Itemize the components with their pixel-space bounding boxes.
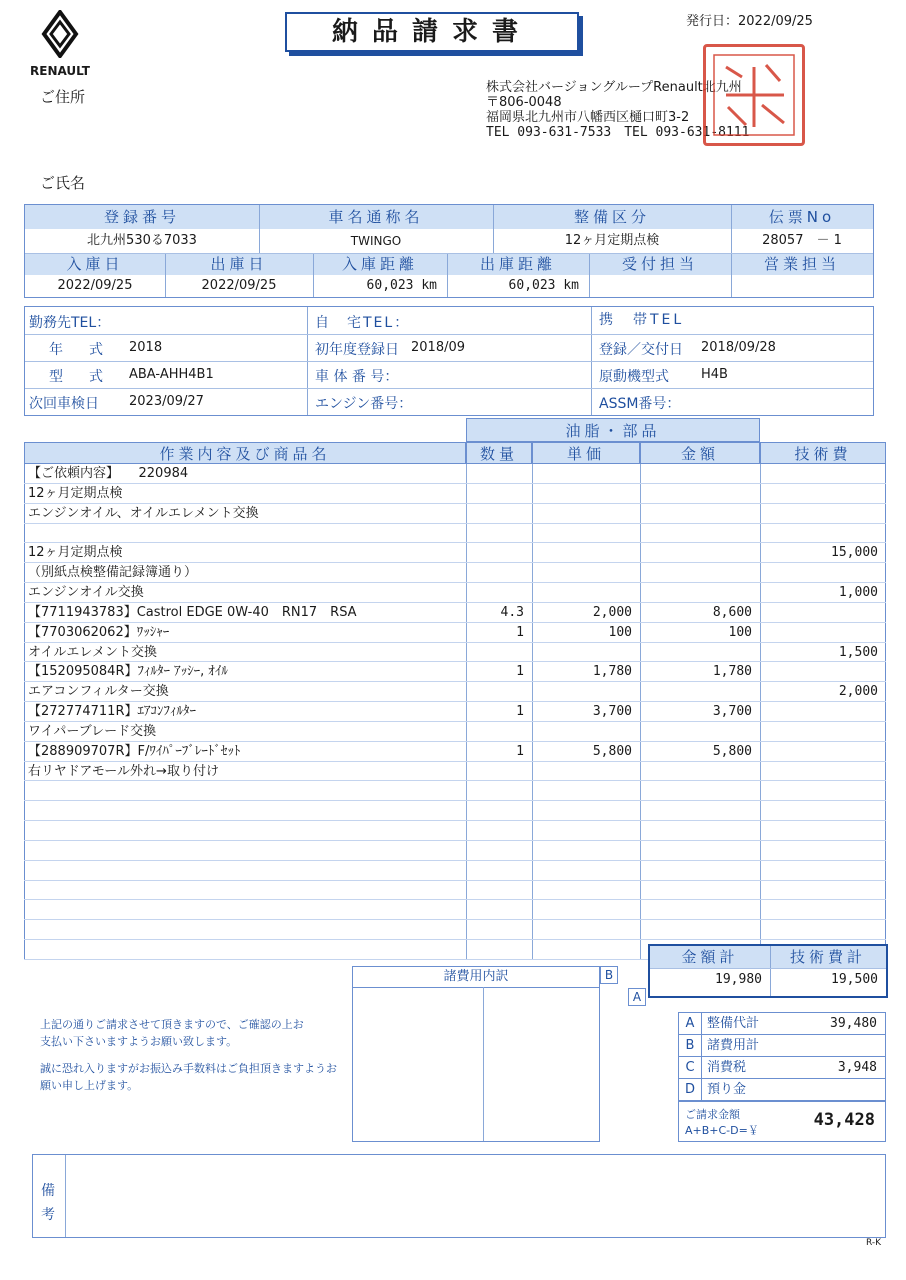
table-row <box>24 821 886 841</box>
company-seal <box>703 44 805 146</box>
in-date-label: 入庫日 <box>25 253 165 275</box>
grand-total-row <box>679 1101 885 1141</box>
table-row <box>24 900 886 920</box>
assm-label: ASSM番号： <box>599 396 681 412</box>
table-row <box>24 484 886 504</box>
seal-stamp-icon <box>706 47 802 143</box>
summary-label: 預り金 <box>707 1082 747 1097</box>
engine-no-label: エンジン番号： <box>315 396 413 412</box>
next-inspection-value: 2023/09/27 <box>129 394 204 409</box>
address-label: ご住所 <box>40 88 86 106</box>
row-unit-price: 3,700 <box>592 704 632 720</box>
fee-note: 誠に恐れ入りますがお振込み手数料はご負担頂きますようお願い申し上げます。 <box>40 1062 337 1092</box>
service-type-value: 12ヶ月定期点検 <box>564 233 660 248</box>
summary-label: 消費税 <box>707 1060 747 1075</box>
in-mileage-label: 入庫距離 <box>313 253 447 275</box>
table-row <box>24 702 886 722</box>
table-row <box>24 543 886 563</box>
row-amount: 8,600 <box>712 604 752 620</box>
summary-tag: A <box>679 1013 702 1034</box>
vehicle-header-grid <box>24 204 874 298</box>
summary-row <box>679 1079 885 1101</box>
tech-total-value: 19,500 <box>831 972 878 987</box>
row-description: エンジンオイル、オイルエレメント交換 <box>28 505 259 521</box>
next-inspection-label: 次回車検日 <box>29 396 99 412</box>
reg-no-value: 北九州530る7033 <box>87 233 197 248</box>
row-description: エンジンオイル交換 <box>28 585 144 601</box>
company-tel: TEL 093-631-7533 TEL 093-631-8111 <box>486 125 750 140</box>
car-name-label: 車名通称名 <box>259 205 493 229</box>
row-description: 12ヶ月定期点検 <box>28 485 123 501</box>
table-rows <box>24 464 886 960</box>
row-tech-fee: 1,500 <box>838 644 878 660</box>
table-row <box>24 801 886 821</box>
work-items-table <box>24 418 886 960</box>
expenses-title: 諸費用内訳 <box>353 967 599 988</box>
summary-tag: C <box>679 1057 702 1078</box>
summary-tag: D <box>679 1079 702 1100</box>
row-amount: 1,780 <box>712 664 752 680</box>
first-reg-label: 初年度登録日 <box>315 342 399 358</box>
payment-note: 上記の通りご請求させて頂きますので、ご確認の上お支払い下さいますようお願い致します。 <box>40 1018 304 1048</box>
slip-no-value: 28057 － 1 <box>762 233 842 248</box>
car-name-value: TWINGO <box>350 234 402 248</box>
row-unit-price: 2,000 <box>592 604 632 620</box>
b-tag: B <box>600 966 618 984</box>
reg-deliv-value: 2018/09/28 <box>701 340 776 355</box>
sales-staff-value <box>731 275 873 297</box>
table-row <box>24 742 886 762</box>
sales-staff-label: 営業担当 <box>731 253 873 275</box>
summary-box <box>678 1012 886 1142</box>
expenses-box <box>352 966 600 1142</box>
vehicle-info-grid <box>24 306 874 416</box>
row-qty: 1 <box>516 624 524 640</box>
tech-total-label: 技術費計 <box>770 946 886 968</box>
brand-name: RENAULT <box>30 64 90 78</box>
col-description: 作業内容及び商品名 <box>24 442 466 464</box>
summary-label: 諸費用計 <box>707 1038 760 1053</box>
table-row <box>24 682 886 702</box>
company-address: 福岡県北九州市八幡西区樋口町3-2 <box>486 110 690 125</box>
table-row <box>24 861 886 881</box>
table-row <box>24 881 886 901</box>
out-date-value: 2022/09/25 <box>201 278 277 293</box>
model-label: 型 式 <box>49 369 109 385</box>
amount-total-value: 19,980 <box>715 972 762 987</box>
address-redaction <box>92 80 352 180</box>
row-unit-price: 5,800 <box>592 743 632 759</box>
in-date-value: 2022/09/25 <box>57 278 133 293</box>
table-row <box>24 603 886 623</box>
table-row <box>24 762 886 782</box>
table-row <box>24 722 886 742</box>
row-description: ワイパーブレード交換 <box>28 723 157 739</box>
first-reg-value: 2018/09 <box>411 340 466 355</box>
summary-value: 3,948 <box>837 1060 877 1075</box>
engine-model-value: H4B <box>701 367 728 382</box>
page-title: 納品請求書 <box>331 17 532 47</box>
table-row <box>24 841 886 861</box>
row-unit-price: 100 <box>608 624 632 640</box>
amount-total-label: 金額計 <box>650 946 770 968</box>
table-row <box>24 781 886 801</box>
row-description: 右リヤドアモール外れ→取り付け <box>28 763 219 779</box>
reg-no-label: 登録番号 <box>25 205 259 229</box>
summary-label: 整備代計 <box>707 1016 760 1031</box>
year-value: 2018 <box>129 340 163 355</box>
table-row <box>24 643 886 663</box>
col-tech-fee: 技術費 <box>760 442 886 464</box>
footer-code: R-K <box>866 1238 882 1248</box>
page-title-box <box>285 12 579 52</box>
row-description: （別紙点検整備記録簿通り） <box>28 565 198 581</box>
table-row <box>24 662 886 682</box>
company-name: 株式会社バージョングループRenault北九州 <box>486 80 742 95</box>
reception-staff-label: 受付担当 <box>589 253 731 275</box>
row-amount: 3,700 <box>712 704 752 720</box>
row-amount: 100 <box>728 624 752 640</box>
row-description: 12ヶ月定期点検 <box>28 545 123 561</box>
row-amount: 5,800 <box>712 743 752 759</box>
grand-total-value: 43,428 <box>813 1110 875 1130</box>
renault-logo <box>20 10 100 80</box>
grand-total-formula: A+B+C-D=￥ <box>685 1124 759 1137</box>
summary-row <box>679 1035 885 1057</box>
out-mileage-value: 60,023 km <box>508 278 579 293</box>
row-tech-fee: 2,000 <box>838 684 878 700</box>
row-tech-fee: 15,000 <box>831 545 878 561</box>
name-label: ご氏名 <box>40 174 86 192</box>
renault-diamond-icon <box>20 10 100 58</box>
row-description: 【7703062062】ﾜｯｼｬｰ <box>28 624 170 640</box>
col-qty: 数量 <box>466 442 532 464</box>
model-value: ABA-AHH4B1 <box>129 367 214 382</box>
reception-staff-value <box>589 275 731 297</box>
remarks-box <box>32 1154 886 1238</box>
row-tech-fee: 1,000 <box>838 585 878 601</box>
a-tag: A <box>628 988 646 1006</box>
work-tel-label: 勤務先TEL： <box>29 315 111 331</box>
table-row <box>24 623 886 643</box>
body-no-label: 車 体 番 号： <box>315 369 399 385</box>
summary-tag: B <box>679 1035 702 1056</box>
summary-row <box>679 1013 885 1035</box>
table-row <box>24 583 886 603</box>
table-row <box>24 504 886 524</box>
remarks-label: 備考 <box>41 1183 55 1223</box>
row-description: オイルエレメント交換 <box>28 644 157 660</box>
totals-box <box>648 944 888 998</box>
table-row <box>24 920 886 940</box>
company-postal: 〒806-0048 <box>486 95 562 110</box>
row-description: 【288909707R】F/ﾜｲﾊﾟｰﾌﾞﾚｰﾄﾞｾｯﾄ <box>28 743 241 759</box>
row-description: 【7711943783】Castrol EDGE 0W-40 RN17 RSA <box>28 604 357 620</box>
col-amount: 金額 <box>640 442 760 464</box>
reg-deliv-label: 登録／交付日 <box>599 342 683 358</box>
row-description: エアコンフィルター交換 <box>28 684 169 700</box>
table-row <box>24 524 886 544</box>
issue-date: 発行日：2022/09/25 <box>686 14 813 29</box>
in-mileage-value: 60,023 km <box>366 278 437 293</box>
out-date-label: 出庫日 <box>165 253 313 275</box>
row-qty: 1 <box>516 664 524 680</box>
col-unit-price: 単価 <box>532 442 640 464</box>
row-description: 【152095084R】ﾌｨﾙﾀｰ ｱｯｼｰ, ｵｲﾙ <box>28 664 228 680</box>
row-unit-price: 1,780 <box>592 664 632 680</box>
summary-row <box>679 1057 885 1079</box>
home-tel-label: 自 宅TEL： <box>315 315 411 331</box>
year-label: 年 式 <box>49 342 109 358</box>
out-mileage-label: 出庫距離 <box>447 253 589 275</box>
summary-value: 39,480 <box>830 1016 877 1031</box>
row-qty: 1 <box>516 743 524 759</box>
grand-total-label: ご請求金額 <box>685 1108 740 1121</box>
row-description: 【272774711R】ｴｱｺﾝﾌｨﾙﾀｰ <box>28 704 196 720</box>
slip-no-label: 伝票No <box>731 205 873 229</box>
service-type-label: 整備区分 <box>493 205 731 229</box>
row-description: 【ご依頼内容】 220984 <box>28 466 189 481</box>
table-row <box>24 563 886 583</box>
engine-model-label: 原動機型式 <box>599 369 669 385</box>
row-qty: 1 <box>516 704 524 720</box>
row-qty: 4.3 <box>500 604 524 620</box>
table-row <box>24 464 886 484</box>
mobile-tel-label: 携 帯TEL <box>599 312 685 328</box>
parts-group-header: 油脂・部品 <box>466 418 760 442</box>
